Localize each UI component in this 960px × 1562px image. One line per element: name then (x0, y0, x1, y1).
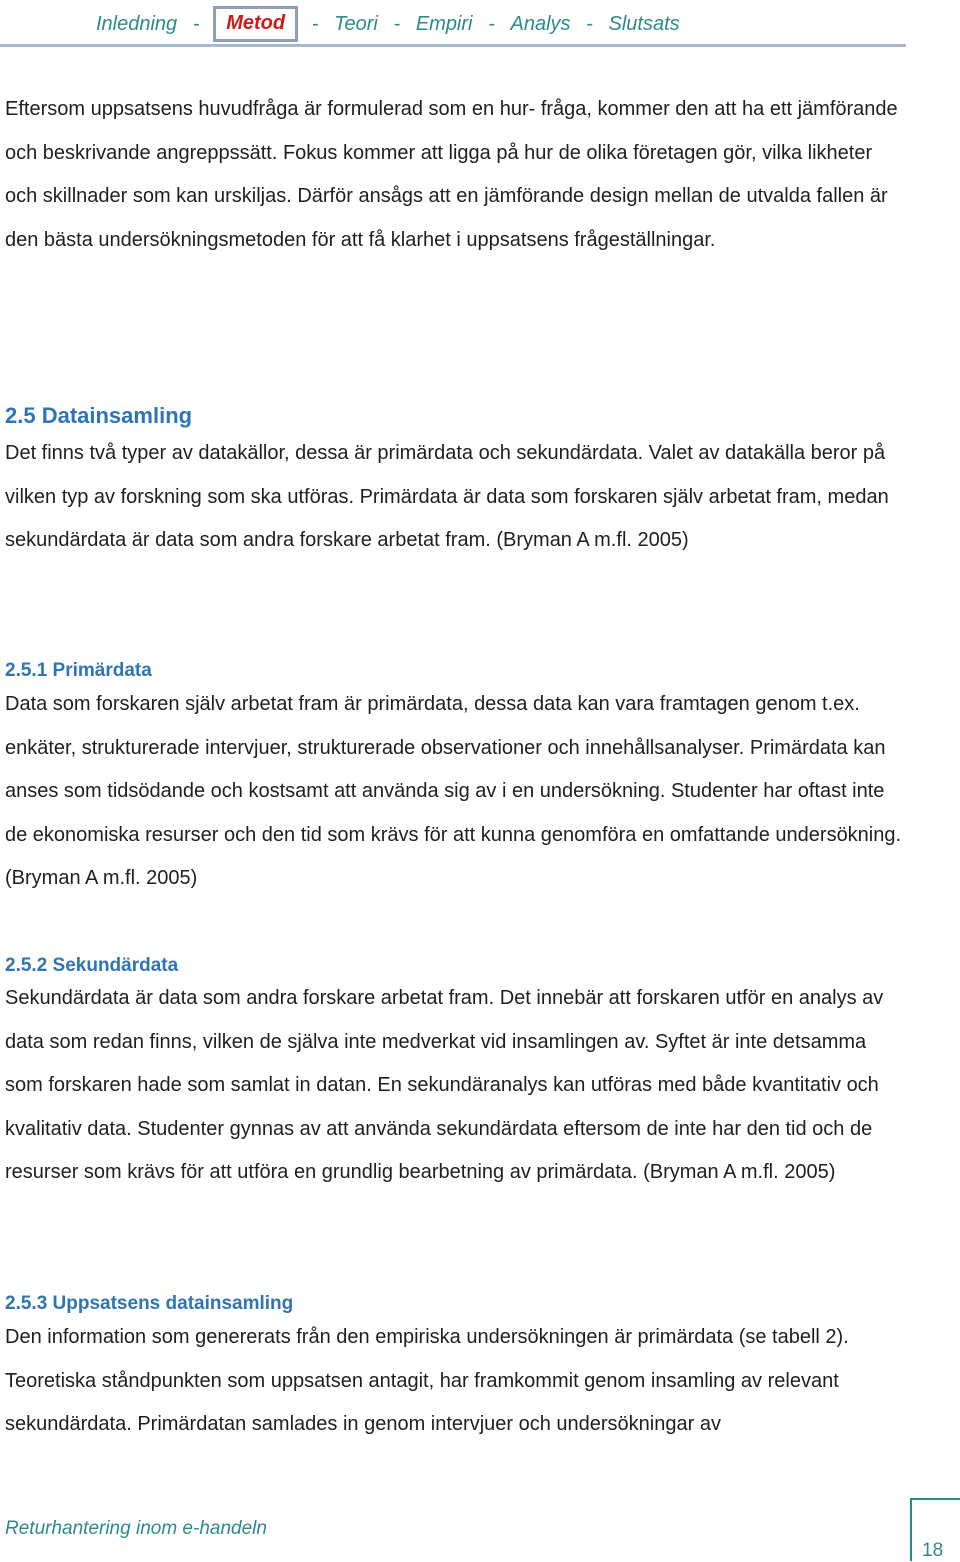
nav-separator: - (488, 12, 495, 35)
intro-paragraph: Eftersom uppsatsens huvudfråga är formulerad som en hur- fråga, kommer den att ha ett jämförande och beskrivande angreppssätt. Fokus kommer att ligga på hur de olika företagen gör, vilka likheter och skillnader som kan urskiljas. Därför ansågs att en jämförande design mellan de utvalda fallen är den bästa undersökningsmetoden för att få klarhet i uppsatsens frågeställningar. (5, 98, 898, 251)
nav-item-empiri[interactable]: Empiri (415, 12, 473, 35)
nav-separator: - (192, 12, 200, 35)
page-number-box (910, 1498, 960, 1561)
nav-item-teori[interactable]: Teori (334, 12, 378, 35)
datainsamling-paragraph: Det finns två typer av datakällor, dessa är primärdata och sekundärdata. Valet av datakälla beror på vilken typ av forskning som ska utföras. Primärdata är data som forskaren själv arbetat fram, medan sekundärdata är data som andra forskare arbetat fram. (Bryman A m.fl. 2005) (5, 442, 889, 551)
sekundardata-paragraph: Sekundärdata är data som andra forskare arbetat fram. Det innebär att forskaren utför en analys av data som redan finns, vilken de själva inte medverkat vid insamlingen av. Syftet är inte detsamma som forskaren hade som samlat in datan. En sekundäranalys kan utföras med både kvantitativ och kvalitativ data. Studenter gynnas av att använda sekundärdata eftersom de inte har den tid och de resurser som krävs för att utföra en grundlig bearbetning av primärdata. (Bryman A m.fl. 2005) (5, 987, 884, 1183)
nav-item-inledning[interactable]: Inledning (96, 12, 178, 35)
uppsatsens-datainsamling-paragraph: Den information som genererats från den empiriska undersökningen är primärdata (se tabell 2). Teoretiska ståndpunkten som uppsatsen antagit, har framkommit genom insamling av relevant sekundärdata. Primärdatan samlades in genom intervjuer och undersökningar av (5, 1326, 849, 1435)
nav-item-metod-active[interactable]: Metod (213, 6, 298, 42)
nav-separator: - (393, 12, 401, 35)
section-heading-uppsatsens-datainsamling: 2.5.3 Uppsatsens datainsamling (5, 1293, 294, 1314)
primardata-paragraph: Data som forskaren själv arbetat fram är primärdata, dessa data kan vara framtagen genom t.ex. enkäter, strukturerade intervjuer, strukturerade observationer och innehållsanalyser. Primärdata kan anses som tidsödande och kostsamt att använda sig av i en undersökning. Studenter har oftast inte de ekonomiska resurser och den tid som krävs för att kunna genomföra en omfattande undersökning. (Bryman A m.fl. 2005) (5, 693, 902, 889)
section-heading-datainsamling: 2.5 Datainsamling (5, 403, 193, 428)
section-heading-primardata: 2.5.1 Primärdata (5, 660, 152, 681)
page-number: 18 (922, 1540, 944, 1561)
nav-item-slutsats[interactable]: Slutsats (608, 12, 680, 35)
chapter-nav-items (96, 9, 680, 39)
section-heading-sekundardata: 2.5.2 Sekundärdata (5, 955, 179, 976)
footer-document-title: Returhantering inom e-handeln (5, 1518, 267, 1539)
chapter-navigation (0, 0, 906, 47)
nav-separator: - (586, 12, 593, 35)
nav-item-analys[interactable]: Analys (510, 12, 571, 35)
nav-separator: - (311, 12, 319, 35)
